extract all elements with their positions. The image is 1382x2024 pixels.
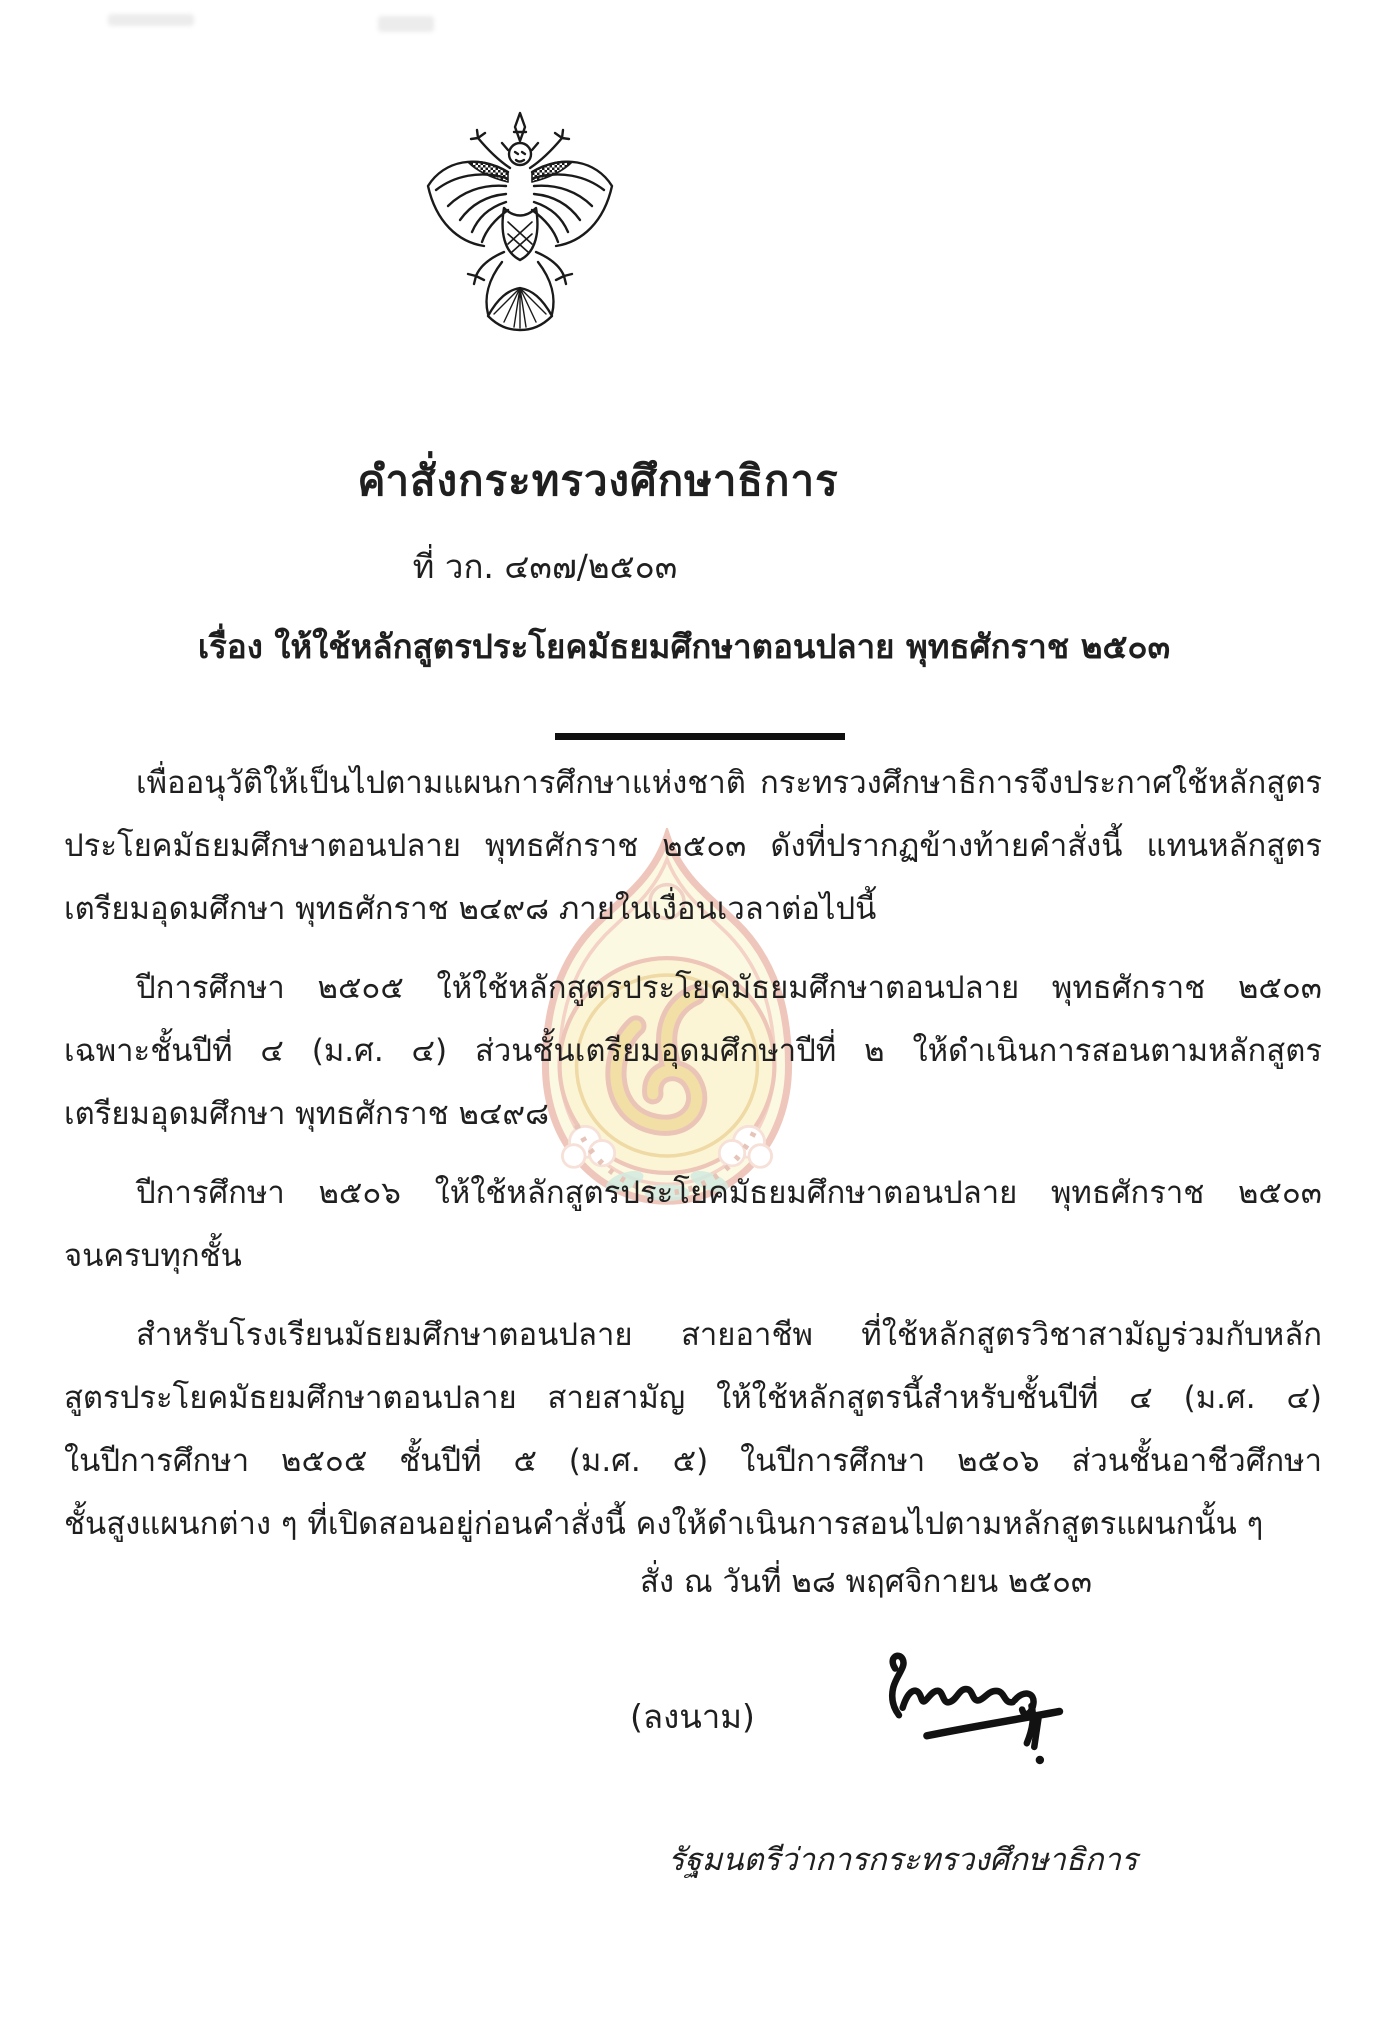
body-line: เฉพาะชั้นปีที่ ๔ (ม.ศ. ๔) ส่วนชั้นเตรียมอุดมศึกษาปีที่ ๒ ให้ดำเนินการสอนตามหลักสูตร [64, 1033, 1322, 1069]
handwritten-signature-icon [872, 1648, 1092, 1788]
scan-smudge [378, 16, 434, 32]
body-line: จนครบทุกชั้น [64, 1238, 242, 1274]
document-subject: เรื่อง ให้ใช้หลักสูตรประโยคมัธยมศึกษาตอนปลาย พุทธศักราช ๒๕๐๓ [197, 627, 1171, 666]
header-divider [555, 733, 845, 740]
order-date-line: สั่ง ณ วันที่ ๒๘ พฤศจิกายน ๒๕๐๓ [640, 1564, 1093, 1600]
body-line: ชั้นสูงแผนกต่าง ๆ ที่เปิดสอนอยู่ก่อนคำสั่งนี้ คงให้ดำเนินการสอนไปตามหลักสูตรแผนกนั้น ๆ [64, 1506, 1264, 1542]
document-number: ที่ วก. ๔๓๗/๒๕๐๓ [412, 547, 678, 586]
signed-label: (ลงนาม) [630, 1697, 755, 1736]
scan-smudge [108, 14, 194, 26]
paragraph [64, 1304, 1322, 1556]
signer-title: รัฐมนตรีว่าการกระทรวงศึกษาธิการ [668, 1842, 1138, 1878]
body-line: ในปีการศึกษา ๒๕๐๕ ชั้นปีที่ ๕ (ม.ศ. ๕) ในปีการศึกษา ๒๕๐๖ ส่วนชั้นอาชีวศึกษา [64, 1443, 1322, 1479]
body-line: เตรียมอุดมศึกษา พุทธศักราช ๒๔๙๘ [64, 1096, 550, 1132]
body-line: สำหรับโรงเรียนมัธยมศึกษาตอนปลาย สายอาชีพ ที่ใช้หลักสูตรวิชาสามัญร่วมกับหลัก [136, 1317, 1322, 1353]
garuda-emblem-icon [418, 110, 622, 348]
body-line: สูตรประโยคมัธยมศึกษาตอนปลาย สายสามัญ ให้ใช้หลักสูตรนี้สำหรับชั้นปีที่ ๔ (ม.ศ. ๔) [64, 1380, 1322, 1416]
body-line: ปีการศึกษา ๒๕๐๖ ให้ใช้หลักสูตรประโยคมัธยมศึกษาตอนปลาย พุทธศักราช ๒๕๐๓ [136, 1175, 1322, 1211]
paragraph [64, 752, 1322, 941]
body-line: เตรียมอุดมศึกษา พุทธศักราช ๒๔๙๘ ภายในเงื่อนเวลาต่อไปนี้ [64, 891, 877, 927]
paragraph [64, 1162, 1322, 1288]
body-line: ประโยคมัธยมศึกษาตอนปลาย พุทธศักราช ๒๕๐๓ ดังที่ปรากฏข้างท้ายคำสั่งนี้ แทนหลักสูตร [64, 828, 1322, 864]
document-body [64, 752, 1322, 1572]
body-line: เพื่ออนุวัติให้เป็นไปตามแผนการศึกษาแห่งชาติ กระทรวงศึกษาธิการจึงประกาศใช้หลักสูตร [136, 765, 1322, 801]
document-title: คำสั่งกระทรวงศึกษาธิการ [357, 456, 839, 505]
body-line: ปีการศึกษา ๒๕๐๕ ให้ใช้หลักสูตรประโยคมัธยมศึกษาตอนปลาย พุทธศักราช ๒๕๐๓ [136, 970, 1322, 1006]
paragraph [64, 957, 1322, 1146]
